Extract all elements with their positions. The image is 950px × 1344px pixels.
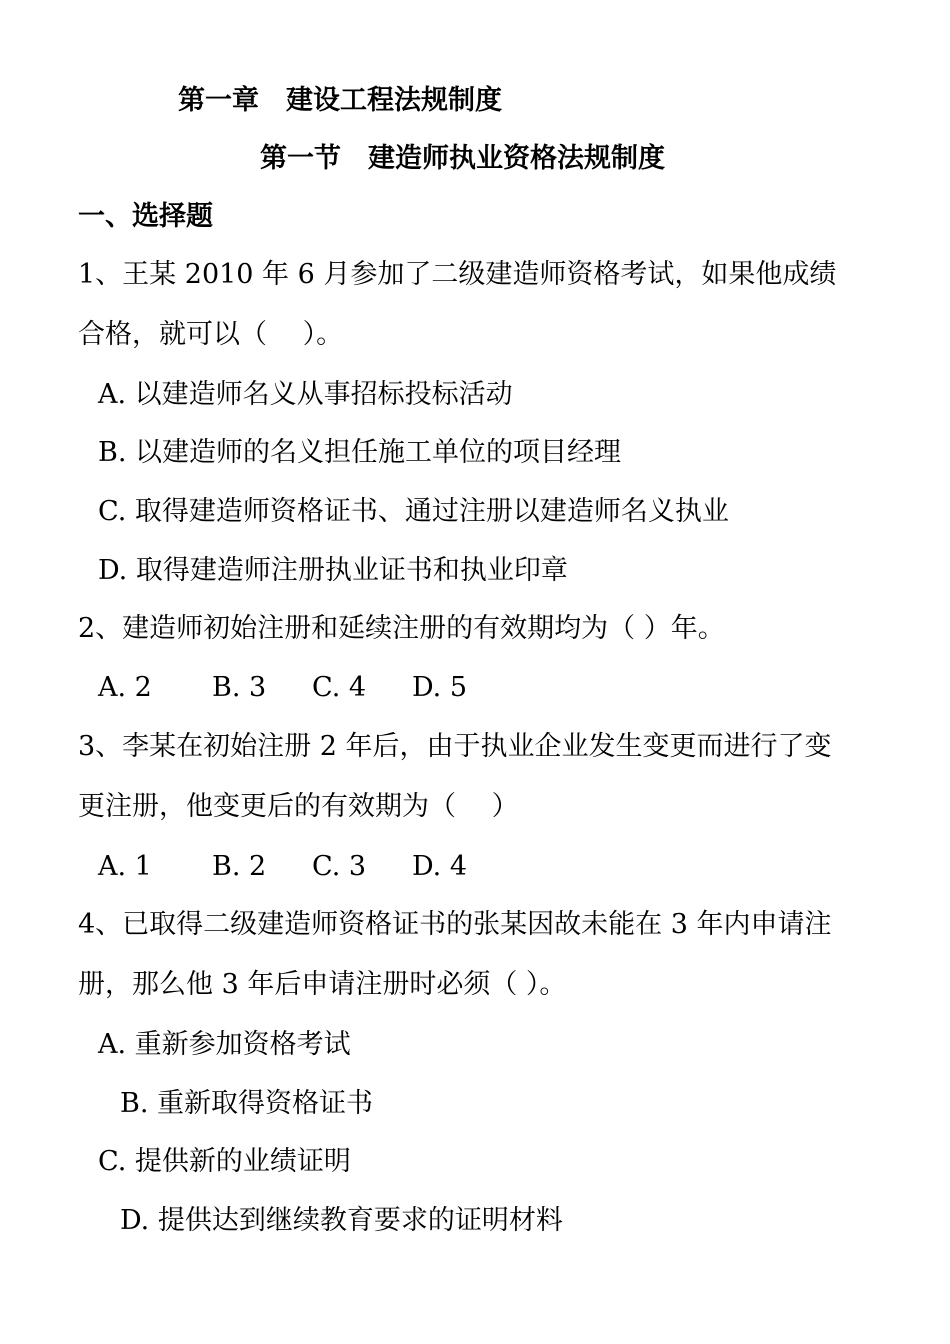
question-2-option-c: C. 4 [312, 672, 367, 703]
question-1-option-d: D. 取得建造师注册执业证书和执业印章 [98, 555, 568, 586]
question-4-line-1: 4、已取得二级建造师资格证书的张某因故未能在 3 年内申请注 [78, 909, 832, 940]
question-4-option-d: D. 提供达到继续教育要求的证明材料 [120, 1205, 563, 1236]
question-3-options [98, 850, 467, 884]
question-2-option-a: A. 2 [98, 672, 152, 703]
section-title: 第一节 建造师执业资格法规制度 [260, 143, 665, 174]
question-2-line-1: 2、建造师初始注册和延续注册的有效期均为（ ）年。 [78, 613, 725, 644]
question-3-option-a: A. 1 [98, 851, 152, 882]
question-3-option-b: B. 2 [212, 851, 267, 882]
question-4-option-a: A. 重新参加资格考试 [98, 1029, 351, 1060]
question-3-line-2: 更注册，他变更后的有效期为（ ） [78, 791, 519, 822]
question-1-option-a: A. 以建造师名义从事招标投标活动 [98, 379, 513, 410]
question-3-line-1: 3、李某在初始注册 2 年后，由于执业企业发生变更而进行了变 [78, 731, 832, 762]
question-1-line-1: 1、王某 2010 年 6 月参加了二级建造师资格考试，如果他成绩 [78, 259, 837, 290]
question-1-line-2: 合格，就可以（ ）。 [78, 319, 344, 350]
question-1-option-b: B. 以建造师的名义担任施工单位的项目经理 [98, 437, 622, 468]
question-3-option-d: D. 4 [412, 851, 468, 882]
question-1-option-c: C. 取得建造师资格证书、通过注册以建造师名义执业 [98, 496, 729, 527]
part-title: 一、选择题 [78, 201, 213, 232]
question-2-option-d: D. 5 [412, 672, 468, 703]
question-4-option-c: C. 提供新的业绩证明 [98, 1146, 351, 1177]
question-4-option-b: B. 重新取得资格证书 [120, 1088, 374, 1119]
chapter-title: 第一章 建设工程法规制度 [178, 85, 502, 116]
question-3-option-c: C. 3 [312, 851, 367, 882]
question-2-options [98, 671, 467, 705]
question-4-line-2: 册，那么他 3 年后申请注册时必须（ ）。 [78, 969, 567, 1000]
question-2-option-b: B. 3 [212, 672, 267, 703]
